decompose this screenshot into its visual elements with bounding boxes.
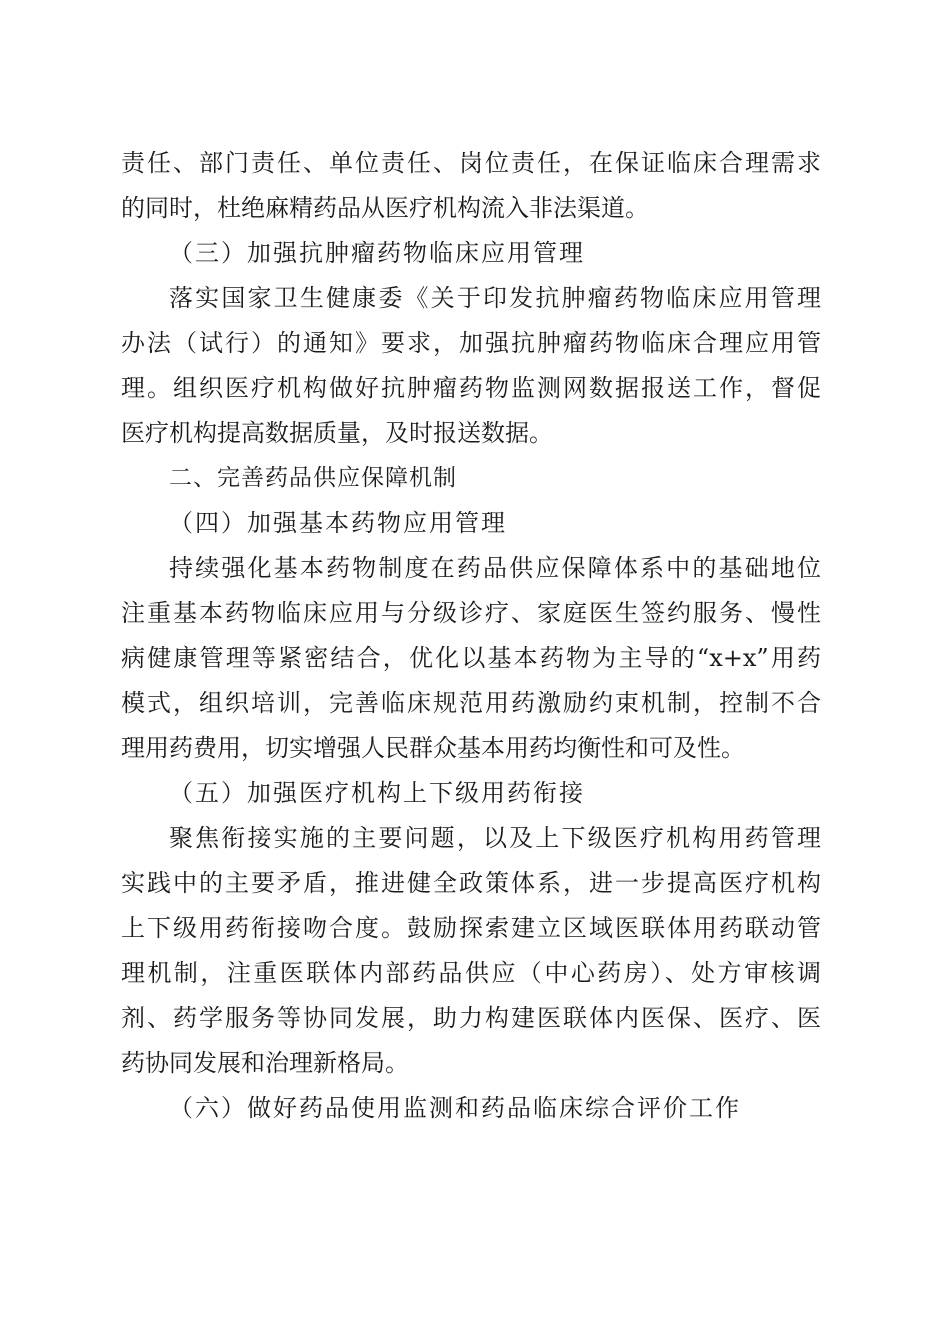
- subsection-heading-3: （三）加强抗肿瘤药物临床应用管理: [169, 239, 585, 267]
- paragraph-line: 办法（试行）的通知》要求，加强抗肿瘤药物临床合理应用管: [121, 329, 821, 357]
- paragraph-line: 模式，组织培训，完善临床规范用药激励约束机制，控制不合: [121, 689, 821, 717]
- paragraph-line: 责任、部门责任、单位责任、岗位责任，在保证临床合理需求: [121, 149, 821, 177]
- paragraph-line: 的同时，杜绝麻精药品从医疗机构流入非法渠道。: [121, 194, 649, 222]
- paragraph-line: 上下级用药衔接吻合度。鼓励探索建立区域医联体用药联动管: [121, 914, 821, 942]
- paragraph-line: 剂、药学服务等协同发展，助力构建医联体内医保、医疗、医: [121, 1004, 821, 1032]
- paragraph-line: 聚焦衔接实施的主要问题，以及上下级医疗机构用药管理: [169, 824, 821, 852]
- paragraph-line: 病健康管理等紧密结合，优化以基本药物为主导的“x+x”用药: [121, 644, 821, 672]
- paragraph-line: 落实国家卫生健康委《关于印发抗肿瘤药物临床应用管理: [169, 284, 821, 312]
- paragraph-line: 持续强化基本药物制度在药品供应保障体系中的基础地位: [169, 554, 821, 582]
- subsection-heading-4: （四）加强基本药物应用管理: [169, 509, 507, 537]
- paragraph-line: 医疗机构提高数据质量，及时报送数据。: [121, 419, 553, 447]
- section-heading-2: 二、完善药品供应保障机制: [169, 465, 457, 491]
- subsection-heading-5: （五）加强医疗机构上下级用药衔接: [169, 779, 585, 807]
- paragraph-line: 理用药费用，切实增强人民群众基本用药均衡性和可及性。: [121, 734, 745, 762]
- paragraph-line: 理机制，注重医联体内部药品供应（中心药房）、处方审核调: [121, 959, 821, 987]
- paragraph-line: 注重基本药物临床应用与分级诊疗、家庭医生签约服务、慢性: [121, 599, 821, 627]
- paragraph-line: 理。组织医疗机构做好抗肿瘤药物监测网数据报送工作，督促: [121, 374, 821, 402]
- subsection-heading-6: （六）做好药品使用监测和药品临床综合评价工作: [169, 1094, 741, 1122]
- paragraph-line: 实践中的主要矛盾，推进健全政策体系，进一步提高医疗机构: [121, 869, 821, 897]
- paragraph-line: 药协同发展和治理新格局。: [121, 1049, 409, 1077]
